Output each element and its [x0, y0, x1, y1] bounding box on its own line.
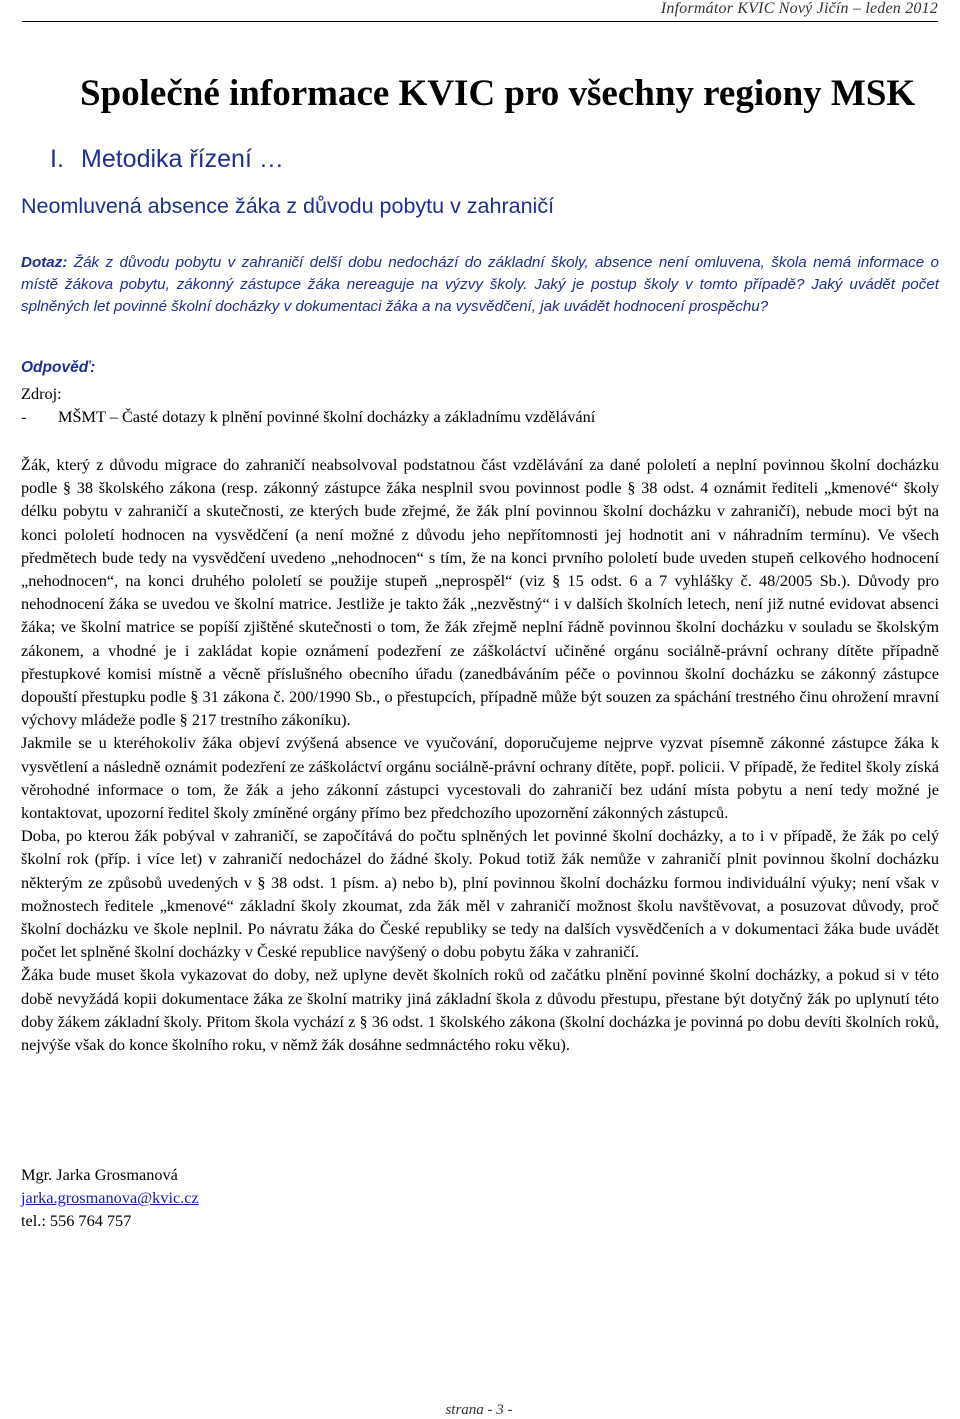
source-item	[21, 405, 939, 428]
answer-paragraph: Žák, který z důvodu migrace do zahraničí neabsolvoval podstatnou část vzdělávání za dané pololetí a neplní povinnou školní docházku podle § 38 školského zákona (resp. zákonný zástupce žáka nesplnil svou povinnost podle § 38 odst. 4 oznámit řediteli „kmenové“ školy délku pobytu v zahraničí a skutečnosti, ze kterých bude zřejmé, že žák plní povinnou školní docházku v zahraničí), nebude moci být na konci pololetí hodnocen na vysvědčení (a není možné z důvodu jeho nepřítomnosti jej hodnotit ani v náhradním termínu). Ve všech předmětech bude tedy na vysvědčení uvedeno „nehodnocen“ s tím, že na konci prvního pololetí bude uveden stupeň celkového hodnocení „nehodnocen“, na konci druhého pololetí se použije stupeň „neprospěl“ (viz § 15 odst. 6 a 7 vyhlášky č. 48/2005 Sb.). Důvody pro nehodnocení žáka se uvedou ve školní matrice. Jestliže je takto žák „nezvěstný“ i v dalších školních letech, není již nutné evidovat absenci žáka; ve školní matrice se popíší zjištěné skutečnosti o tom, že žák zřejmě neplní řádně povinnou školní docházku v souladu se školským zákonem, a vhodné je i zakládat kopie oznámení podezření ze záškoláctví učiněné orgánu sociálně-právní ochrany dítěte případně přestupkové komisi místně a věcně příslušného obecního úřadu (zanedbáváním péče o povinnou školní docházku se zákonný zástupce dopouští přestupku podle § 31 zákona č. 200/1990 Sb., o přestupcích, případně může být souzen za spáchání trestného činu ohrožení mravní výchovy mládeže podle § 217 trestního zákoníku).	[21, 455, 939, 730]
contact-phone: tel.: 556 764 757	[21, 1211, 132, 1231]
list-dash: -	[21, 407, 27, 426]
page-title: Společné informace KVIC pro všechny regiony MSK	[80, 73, 916, 114]
answer-body	[21, 453, 939, 1056]
contact-block	[21, 1163, 939, 1233]
page-header	[0, 0, 960, 20]
contact-name: Mgr. Jarka Grosmanová	[21, 1165, 178, 1184]
contact-email-link[interactable]: jarka.grosmanova@kvic.cz	[21, 1188, 199, 1208]
answer-label: Odpověď:	[21, 359, 96, 376]
answer-paragraph: Žáka bude muset škola vykazovat do doby, než uplyne devět školních roků od začátku plnění povinné školní docházky, a pokud si v této době nevyžádá kopii dokumentace žáka ze školní matriky jiná základní škola z důvodu přestupu, přestane být dotyčný žák po uplynutí této doby žákem základní školy. Přitom škola vychází z § 36 odst. 1 školského zákona (školní docházka je povinná po dobu devíti školních roků, nejvýše však do konce školního roku, v němž žák dosáhne sedmnáctého roku věku).	[21, 965, 939, 1055]
section-title: Metodika řízení …	[81, 145, 284, 173]
page-footer	[0, 1402, 960, 1419]
source-item-text: MŠMT – Časté dotazy k plnění povinné školní docházky a základnímu vzdělávání	[58, 407, 596, 426]
section-number: I.	[50, 145, 64, 173]
question-text: Žák z důvodu pobytu v zahraničí delší dobu nedochází do základní školy, absence není omluvena, škola nemá informace o místě žákova pobytu, zákonný zástupce žáka nereaguje na výzvy školy. Jaký je postup školy v tomto případě? Jaký uvádět počet splněných let povinné školní docházky v dokumentaci žáka a na vysvědčení, jak uvádět hodnocení prospěchu?	[21, 254, 939, 315]
source-label: Zdroj:	[21, 384, 62, 403]
header-text: Informátor KVIC Nový Jičín – leden 2012	[660, 0, 938, 17]
answer-paragraph: Jakmile se u kteréhokoliv žáka objeví zvýšená absence ve vyučování, doporučujeme nejprve vyzvat písemně zákonné zástupce žáka k vysvětlení a následně oznámit podezření ze záškoláctví orgánu sociálně-právní ochrany dítěte, popř. policii. V případě, že ředitel školy získá věrohodné informace o tom, že žák a jeho zákonní zástupci vycestovali do zahraničí bez udání místa pobytu a není tedy možné je kontaktovat, upozorní ředitel školy zmíněné orgány přímo bez předchozího upozornění zákonných zástupců.	[21, 733, 939, 823]
answer-paragraph: Doba, po kterou žák pobýval v zahraničí, se započítává do počtu splněných let povinné školní docházky, a to i v případě, že žák po celý školní rok (příp. i více let) v zahraničí nedocházel do žádné školy. Pokud totiž žák nemůže v zahraničí plnit povinnou školní docházku některým ze způsobů uvedených v § 38 odst. 1 písm. a) nebo b), plní povinnou školní docházku formou individuální výuky; není však v možnostech ředitele „kmenové“ základní školy zkoumat, zda žák měl v zahraničí možnost školu navštěvovat, a posuzovat důvody, proč školní docházku ve škole neplnil. Po návratu žáka do České republiky se tedy na dalších vysvědčeních a v dokumentaci žáka bude uvádět počet let splněné školní docházky v České republice navýšený o dobu pobytu žáka v zahraničí.	[21, 826, 939, 962]
question-block	[21, 252, 939, 318]
article-subtitle: Neomluvená absence žáka z důvodu pobytu v zahraničí	[21, 194, 555, 218]
header-rule	[22, 21, 938, 22]
page-number: strana - 3 -	[445, 1402, 513, 1418]
section-heading	[50, 145, 284, 174]
question-label: Dotaz:	[21, 254, 68, 271]
